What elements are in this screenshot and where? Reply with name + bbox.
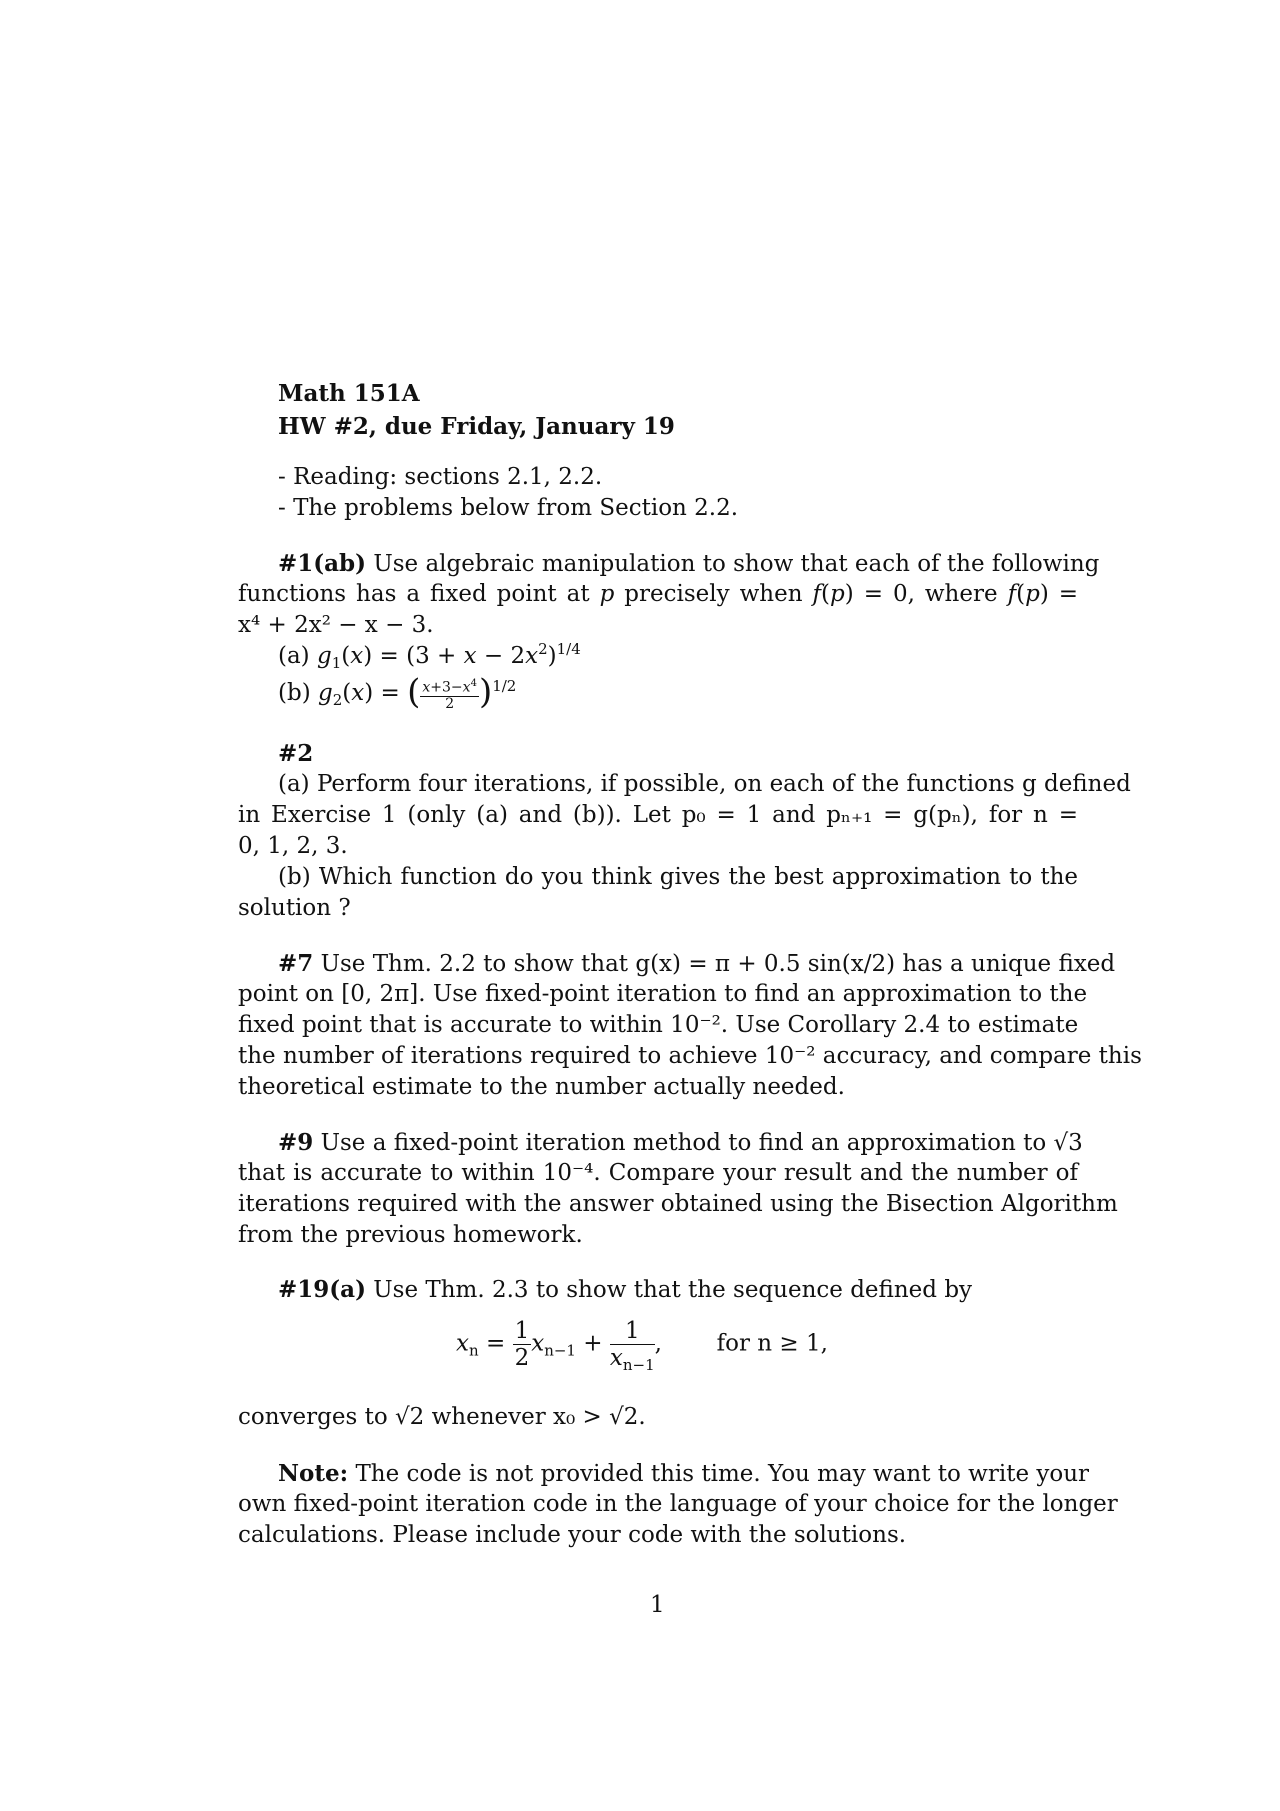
problem-2a-line-2: in Exercise 1 (only (a) and (b)). Let p₀ = 1 and pₙ₊₁ = g(pₙ), for n = — [238, 802, 1078, 828]
course-title: Math 151A — [278, 380, 420, 407]
note-text-1: The code is not provided this time. You may want to write your — [355, 1461, 1090, 1487]
problem-19-label: #19(a) — [278, 1276, 366, 1303]
problem-1-line-1 — [278, 548, 1100, 580]
note-label: Note: — [278, 1460, 349, 1487]
problem-1-text-2b: precisely when — [624, 581, 803, 607]
problem-7-line-4: the number of iterations required to achieve 10⁻² accuracy, and compare this — [238, 1043, 1142, 1069]
recurrence-formula: $x_n$ = $\frac{1}{2}$ $x_{n-1}$ + $\frac{1}{x_{n-1}}$ , for n ≥ 1, — [456, 1318, 828, 1374]
p-symbol: p — [599, 581, 615, 607]
problem-7-line-1 — [278, 948, 1116, 980]
problem-2a-line-1: (a) Perform four iterations, if possible, on each of the functions g defined — [278, 771, 1131, 797]
problem-1-text-1: Use algebraic manipulation to show that each of the following — [373, 551, 1100, 577]
problem-9-line-4: from the previous homework. — [238, 1222, 583, 1248]
reading-line: - Reading: sections 2.1, 2.2. — [278, 464, 603, 490]
g1-formula: $g_1(x) = (3 + x - 2x^2)^{1/4}$ — [316, 640, 581, 672]
problem-9-text-1: Use a fixed-point iteration method to find an approximation to √3 — [320, 1130, 1083, 1156]
problem-1b — [278, 671, 1078, 712]
note-line-2: own fixed-point iteration code in the language of your choice for the longer — [238, 1491, 1118, 1517]
header — [278, 378, 675, 444]
problem-19-line-1 — [278, 1274, 1078, 1306]
hw-title: HW #2, due Friday, January 19 — [278, 413, 675, 440]
g2-formula: $g_2(x)$ = ( $\frac{x+3-x^4}{2}$ )$^{1/2}$ — [317, 671, 517, 712]
f-of-p-2: f(p) = — [1007, 581, 1079, 607]
problem-1-label: #1(ab) — [278, 550, 367, 577]
problem-7-label: #7 — [278, 950, 314, 977]
part-b-label: (b) — [278, 679, 311, 706]
note-line-1 — [278, 1458, 1090, 1490]
note-line-3: calculations. Please include your code with the solutions. — [238, 1522, 907, 1548]
problem-2b-line-2: solution ? — [238, 895, 351, 921]
problem-7-line-2: point on [0, 2π]. Use fixed-point iteration to find an approximation to the — [238, 981, 1088, 1007]
problem-9-line-2: that is accurate to within 10⁻⁴. Compare your result and the number of — [238, 1160, 1078, 1186]
problem-2b-line-1: (b) Which function do you think gives the best approximation to the — [278, 864, 1078, 890]
problem-9-line-3: iterations required with the answer obtained using the Bisection Algorithm — [238, 1191, 1118, 1217]
recurrence-condition: for n ≥ 1, — [716, 1330, 828, 1357]
problem-7-text-1: Use Thm. 2.2 to show that g(x) = π + 0.5 sin(x/2) has a unique fixed — [320, 951, 1116, 977]
problems-line: - The problems below from Section 2.2. — [278, 495, 739, 521]
problem-7-line-5: theoretical estimate to the number actually needed. — [238, 1074, 845, 1100]
problem-2a-line-3: 0, 1, 2, 3. — [238, 833, 348, 859]
problem-1-line-3: x⁴ + 2x² − x − 3. — [238, 612, 434, 638]
problem-19-conclusion: converges to √2 whenever x₀ > √2. — [238, 1404, 646, 1430]
problem-19-text-1: Use Thm. 2.3 to show that the sequence defined by — [373, 1277, 973, 1303]
problem-1-text-2a: functions has a fixed point at — [238, 581, 590, 607]
part-a-label: (a) — [278, 643, 310, 669]
problem-1-line-2 — [238, 579, 1078, 610]
problem-9-line-1 — [278, 1127, 1083, 1159]
f-of-p: f(p) — [812, 581, 854, 607]
page-number: 1 — [650, 1592, 665, 1618]
problem-7-line-3: fixed point that is accurate to within 10⁻². Use Corollary 2.4 to estimate — [238, 1012, 1079, 1038]
problem-1-text-2c: = 0, where — [863, 581, 998, 607]
problem-9-label: #9 — [278, 1129, 314, 1156]
problem-1a — [278, 641, 1078, 672]
problem-2-label: #2 — [278, 740, 314, 767]
